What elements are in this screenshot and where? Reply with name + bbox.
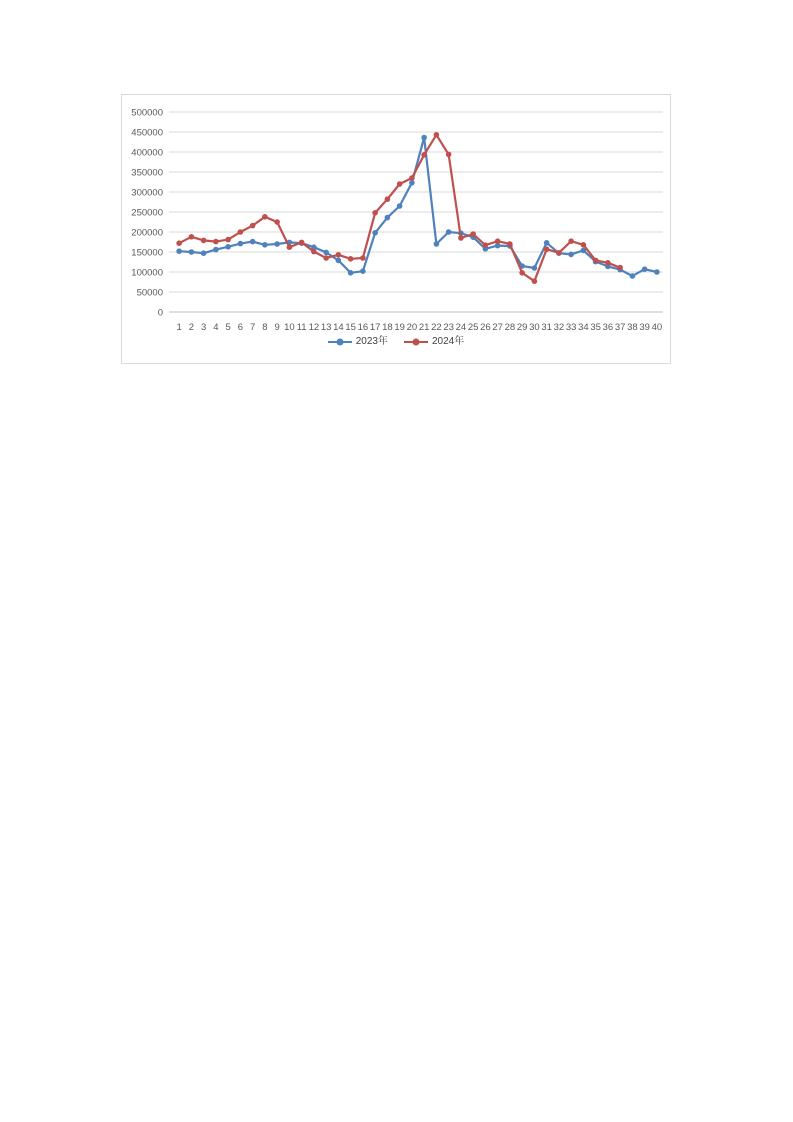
y-axis-tick-label: 100000 — [131, 267, 163, 279]
series-marker-2024[interactable] — [458, 235, 464, 241]
legend-line-marker-2024-icon — [404, 341, 428, 343]
x-axis-tick-label: 32 — [553, 322, 565, 333]
x-axis-tick-label: 18 — [382, 322, 393, 333]
series-marker-2023[interactable] — [397, 203, 403, 209]
y-axis-tick-label: 0 — [157, 307, 163, 319]
x-axis-tick-label: 13 — [320, 322, 332, 333]
series-marker-2023[interactable] — [201, 250, 207, 256]
series-marker-2024[interactable] — [238, 229, 244, 235]
series-marker-2023[interactable] — [336, 258, 342, 264]
series-marker-2024[interactable] — [274, 219, 280, 225]
series-marker-2023[interactable] — [654, 269, 660, 275]
y-axis-tick-label: 300000 — [131, 187, 163, 199]
series-marker-2023[interactable] — [434, 241, 440, 247]
series-marker-2023[interactable] — [372, 230, 378, 236]
legend-item-2023[interactable] — [328, 337, 388, 347]
x-axis-tick-label: 17 — [369, 322, 381, 333]
x-axis-tick-label: 7 — [249, 322, 256, 333]
series-marker-2023[interactable] — [385, 215, 391, 221]
series-marker-2024[interactable] — [507, 241, 513, 247]
series-marker-2023[interactable] — [409, 180, 415, 186]
x-axis-tick-label: 36 — [602, 322, 614, 333]
chart-legend — [122, 337, 670, 347]
x-axis-tick-label: 20 — [406, 322, 418, 333]
series-marker-2024[interactable] — [262, 214, 268, 220]
x-axis-tick-label: 22 — [431, 322, 442, 333]
x-axis-tick-label: 3 — [200, 322, 207, 333]
x-axis-tick-label: 12 — [308, 322, 320, 333]
x-axis-tick-label: 4 — [213, 322, 219, 333]
y-axis-tick-label: 500000 — [131, 107, 163, 119]
series-marker-2024[interactable] — [519, 270, 525, 276]
chart-plot-area — [122, 95, 670, 333]
series-marker-2023[interactable] — [544, 240, 550, 246]
x-axis-tick-label: 8 — [262, 322, 268, 333]
series-marker-2024[interactable] — [581, 242, 587, 248]
series-marker-2024[interactable] — [409, 175, 415, 181]
series-marker-2024[interactable] — [201, 238, 207, 244]
series-marker-2024[interactable] — [544, 246, 550, 252]
series-marker-2023[interactable] — [642, 266, 648, 272]
series-marker-2024[interactable] — [568, 238, 574, 244]
series-marker-2024[interactable] — [446, 152, 452, 158]
series-marker-2023[interactable] — [274, 241, 280, 247]
x-axis-tick-label: 27 — [492, 322, 503, 333]
legend-label-2023: 2023年 — [355, 336, 388, 347]
series-marker-2023[interactable] — [446, 229, 452, 235]
x-axis-tick-label: 14 — [333, 322, 344, 333]
series-marker-2024[interactable] — [250, 223, 256, 229]
x-axis-tick-label: 16 — [357, 322, 369, 333]
series-marker-2024[interactable] — [605, 260, 611, 266]
series-marker-2024[interactable] — [593, 258, 599, 264]
series-marker-2024[interactable] — [225, 237, 231, 243]
x-axis-tick-label: 1 — [176, 322, 182, 333]
y-axis-tick-label: 50000 — [136, 287, 163, 299]
series-marker-2024[interactable] — [299, 240, 305, 246]
x-axis-tick-label: 31 — [541, 322, 552, 333]
legend-line-marker-2023-icon — [328, 341, 352, 343]
series-marker-2024[interactable] — [495, 238, 501, 244]
series-line-2023[interactable] — [179, 138, 657, 276]
series-marker-2023[interactable] — [176, 248, 182, 254]
legend-item-2024[interactable] — [404, 337, 464, 347]
series-marker-2023[interactable] — [250, 239, 256, 245]
series-marker-2024[interactable] — [483, 242, 489, 248]
series-marker-2024[interactable] — [213, 239, 219, 245]
legend-dot-2024-icon — [413, 339, 420, 346]
x-axis-tick-label: 28 — [504, 322, 516, 333]
x-axis-tick-label: 30 — [529, 322, 540, 333]
series-marker-2024[interactable] — [372, 210, 378, 216]
series-marker-2024[interactable] — [470, 231, 476, 237]
x-axis-tick-label: 25 — [467, 322, 479, 333]
y-axis-tick-label: 350000 — [131, 167, 163, 179]
x-axis-tick-label: 10 — [284, 322, 295, 333]
line-chart[interactable] — [121, 94, 671, 364]
series-marker-2023[interactable] — [262, 242, 268, 248]
series-marker-2024[interactable] — [434, 132, 440, 138]
y-axis-tick-label: 250000 — [131, 207, 163, 219]
series-marker-2024[interactable] — [617, 265, 623, 271]
series-marker-2024[interactable] — [385, 196, 391, 202]
series-marker-2023[interactable] — [360, 268, 366, 274]
x-axis-tick-label: 23 — [443, 322, 454, 333]
x-axis-tick-label: 38 — [627, 322, 638, 333]
series-marker-2023[interactable] — [238, 241, 244, 247]
x-axis-tick-label: 40 — [651, 322, 663, 333]
series-marker-2024[interactable] — [556, 250, 562, 256]
series-marker-2024[interactable] — [360, 255, 366, 261]
y-axis-tick-label: 400000 — [131, 147, 163, 159]
series-marker-2023[interactable] — [630, 273, 636, 279]
x-axis-tick-label: 5 — [225, 322, 231, 333]
y-axis-tick-label: 450000 — [131, 127, 163, 139]
series-marker-2023[interactable] — [568, 252, 574, 258]
series-marker-2024[interactable] — [311, 249, 317, 255]
series-marker-2023[interactable] — [348, 270, 354, 276]
x-axis-tick-label: 11 — [296, 322, 307, 333]
series-marker-2023[interactable] — [323, 250, 329, 256]
series-marker-2023[interactable] — [225, 244, 231, 250]
x-axis-tick-label: 35 — [590, 322, 601, 333]
y-axis-tick-label: 200000 — [131, 227, 163, 239]
series-marker-2023[interactable] — [213, 247, 219, 253]
x-axis-tick-label: 33 — [565, 322, 577, 333]
series-marker-2024[interactable] — [397, 181, 403, 187]
x-axis-tick-label: 6 — [237, 322, 244, 333]
x-axis-tick-label: 9 — [274, 322, 280, 333]
x-axis-tick-label: 15 — [345, 322, 356, 333]
x-axis-tick-label: 24 — [455, 322, 467, 333]
series-marker-2024[interactable] — [348, 256, 354, 262]
series-marker-2024[interactable] — [421, 152, 427, 158]
series-marker-2024[interactable] — [532, 278, 538, 284]
series-marker-2023[interactable] — [532, 265, 538, 271]
legend-label-2024: 2024年 — [432, 336, 465, 347]
series-marker-2024[interactable] — [323, 255, 329, 261]
legend-dot-2023-icon — [336, 339, 343, 346]
series-marker-2023[interactable] — [189, 249, 195, 255]
x-axis-tick-label: 29 — [516, 322, 528, 333]
series-marker-2024[interactable] — [287, 244, 293, 250]
x-axis-tick-label: 26 — [480, 322, 491, 333]
x-axis-tick-label: 19 — [394, 322, 405, 333]
x-axis-tick-label: 39 — [639, 322, 650, 333]
x-axis-tick-label: 2 — [188, 322, 195, 333]
y-axis-tick-label: 150000 — [131, 247, 163, 259]
x-axis-tick-label: 21 — [418, 322, 430, 333]
x-axis-tick-label: 37 — [614, 322, 626, 333]
series-marker-2024[interactable] — [189, 234, 195, 240]
x-axis-tick-label: 34 — [578, 322, 589, 333]
series-marker-2024[interactable] — [176, 240, 182, 246]
series-marker-2023[interactable] — [421, 135, 427, 141]
series-marker-2024[interactable] — [336, 252, 342, 258]
